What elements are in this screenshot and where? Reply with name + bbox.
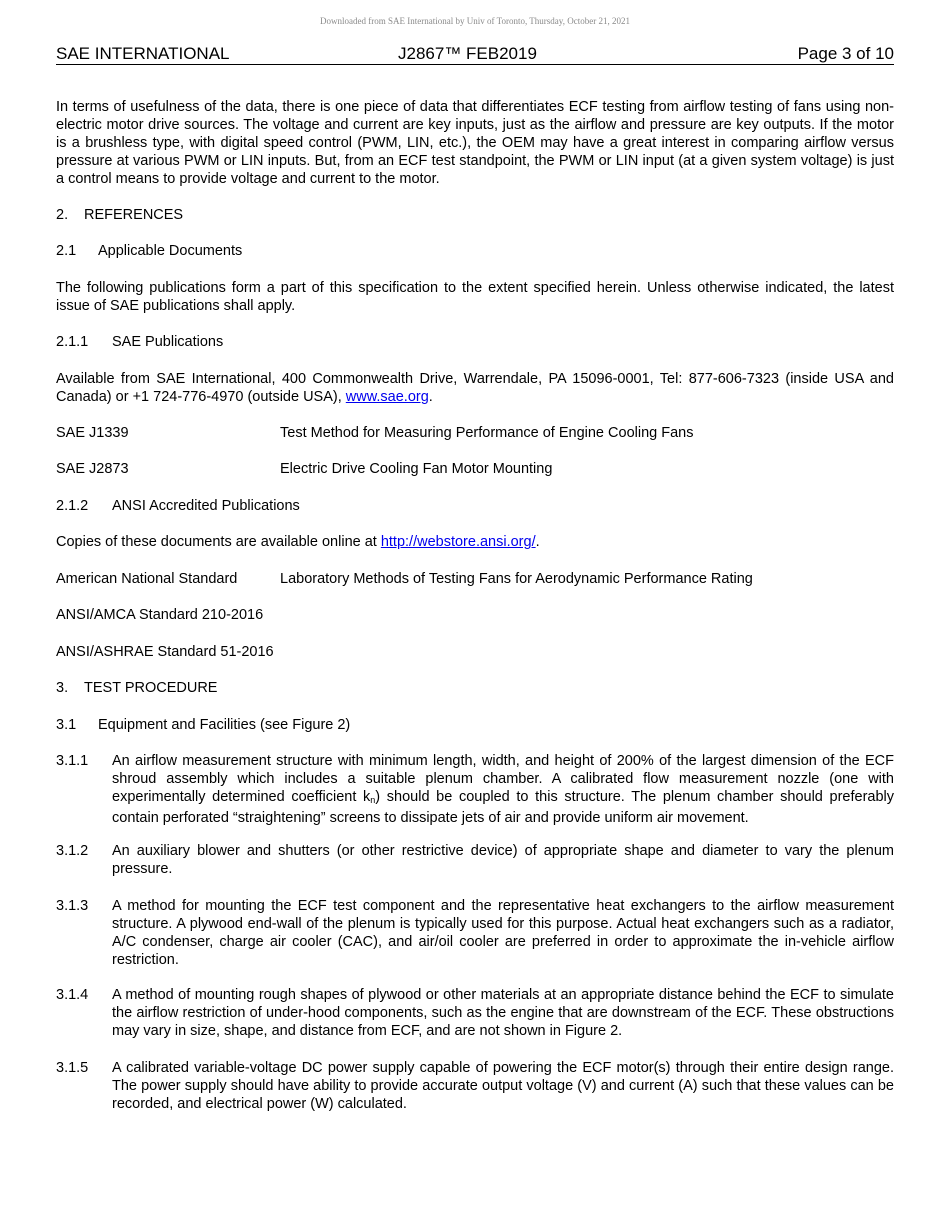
item-number: 3.1.4	[56, 987, 89, 1003]
reference-id: SAE J2873	[56, 461, 129, 477]
heading-applicable-documents	[56, 242, 242, 260]
item-text-part: ) should be coupled to this structure. The plenum chamber should preferably contain perforated “straightening” screens to dissipate jets of air and provide uniform air movement.	[112, 789, 894, 826]
item-number: 3.1.1	[56, 753, 89, 769]
heading-title: TEST PROCEDURE	[84, 680, 218, 696]
applicable-documents-paragraph: The following publications form a part of this specification to the extent specified herein. Unless otherwise indicated, the latest issue of SAE publications shall apply.	[56, 280, 894, 314]
item-number: 3.1.3	[56, 898, 89, 914]
reference-id: American National Standard	[56, 571, 238, 587]
item-text-part: An airflow measurement structure with minimum length, width, and height of 200% of the largest dimension of the ECF shroud assembly which includes a suitable plenum chamber. A calibrated flow measurement nozzle (one with experimentally determined coefficient k	[112, 753, 894, 805]
item-text: A method of mounting rough shapes of plywood or other materials at an appropriate distance behind the ECF to simulate the airflow restriction of under-hood components, such as the engine that are downstream of the ECF. These obstructions may vary in size, shape, and distance from ECF, and are not shown in Figure 2.	[112, 987, 894, 1039]
list-item-3-1-3	[56, 897, 894, 969]
intro-paragraph: In terms of usefulness of the data, there is one piece of data that differentiates ECF testing from airflow testing of fans using non-electric motor drive sources. The voltage and current are key inputs, just as the airflow and pressure are key outputs. If the motor is a brushless type, with digital speed control (PWM, LIN, etc.), the OEM may have a great interest in comparing airflow versus pressure at various PWM or LIN inputs. But, from an ECF test standpoint, the PWM or LIN input (at a given system voltage) is just a control means to provide voltage and current to the motor.	[56, 99, 894, 187]
list-item-3-1-1	[56, 752, 894, 827]
heading-title: Equipment and Facilities (see Figure 2)	[98, 717, 351, 733]
heading-number: 2.	[56, 207, 69, 223]
period: .	[535, 534, 540, 550]
heading-ansi-publications	[56, 497, 300, 515]
ansi-availability-paragraph	[56, 533, 894, 551]
ansi-webstore-link[interactable]: http://webstore.ansi.org/	[380, 534, 536, 550]
list-item-3-1-4	[56, 986, 894, 1040]
ansi-availability-text: Copies of these documents are available online at	[56, 534, 381, 550]
heading-title: ANSI Accredited Publications	[112, 498, 300, 514]
heading-number: 2.1.2	[56, 498, 89, 514]
heading-number: 3.	[56, 680, 69, 696]
reference-ansi-ashrae: ANSI/ASHRAE Standard 51-2016	[56, 644, 274, 660]
list-item-3-1-5	[56, 1059, 894, 1113]
reference-ansi-amca: ANSI/AMCA Standard 210-2016	[56, 607, 264, 623]
reference-id: SAE J1339	[56, 425, 129, 441]
header-doc-id: J2867™ FEB2019	[398, 44, 537, 63]
sae-availability-paragraph	[56, 370, 894, 406]
item-text: An auxiliary blower and shutters (or other restrictive device) of appropriate shape and diameter to vary the plenum pressure.	[112, 843, 894, 877]
period: .	[428, 389, 433, 405]
reference-title: Laboratory Methods of Testing Fans for Aerodynamic Performance Rating	[280, 571, 753, 587]
reference-title: Test Method for Measuring Performance of Engine Cooling Fans	[280, 425, 694, 441]
heading-title: REFERENCES	[84, 207, 184, 223]
heading-number: 2.1.1	[56, 334, 89, 350]
item-text	[112, 752, 894, 827]
download-watermark: Downloaded from SAE International by Univ of Toronto, Thursday, October 21, 2021	[320, 16, 630, 26]
item-number: 3.1.2	[56, 843, 89, 859]
page-header	[56, 44, 894, 65]
heading-test-procedure	[56, 679, 217, 697]
header-org: SAE INTERNATIONAL	[56, 44, 230, 63]
item-text: A calibrated variable-voltage DC power supply capable of powering the ECF motor(s) through their entire design range. The power supply should have ability to provide accurate output voltage (V) and current (A) such that these values can be recorded, and electrical power (W) calculated.	[112, 1060, 894, 1112]
heading-references	[56, 206, 183, 224]
heading-equipment-facilities	[56, 716, 350, 734]
heading-number: 2.1	[56, 243, 77, 259]
header-page-number: Page 3 of 10	[797, 44, 894, 63]
heading-title: SAE Publications	[112, 334, 224, 350]
item-text: A method for mounting the ECF test component and the representative heat exchangers to the airflow measurement structure. A plywood end-wall of the plenum is typically used for this purpose. Actual heat exchangers such as a radiator, A/C condenser, charge air cooler (CAC), and air/oil cooler are preferred in order to approximate the in-vehicle airflow restriction.	[112, 898, 894, 968]
item-number: 3.1.5	[56, 1060, 89, 1076]
sae-website-link[interactable]: www.sae.org	[345, 389, 429, 405]
heading-sae-publications	[56, 333, 223, 351]
sae-availability-text: Available from SAE International, 400 Commonwealth Drive, Warrendale, PA 15096-0001, Tel: 877-606-7323 (inside USA and Canada) or +1 724-776-4970 (outside USA),	[56, 371, 894, 405]
heading-title: Applicable Documents	[98, 243, 243, 259]
list-item-3-1-2	[56, 842, 894, 878]
reference-title: Electric Drive Cooling Fan Motor Mounting	[280, 461, 553, 477]
subscript-n: n	[370, 795, 376, 805]
heading-number: 3.1	[56, 717, 77, 733]
